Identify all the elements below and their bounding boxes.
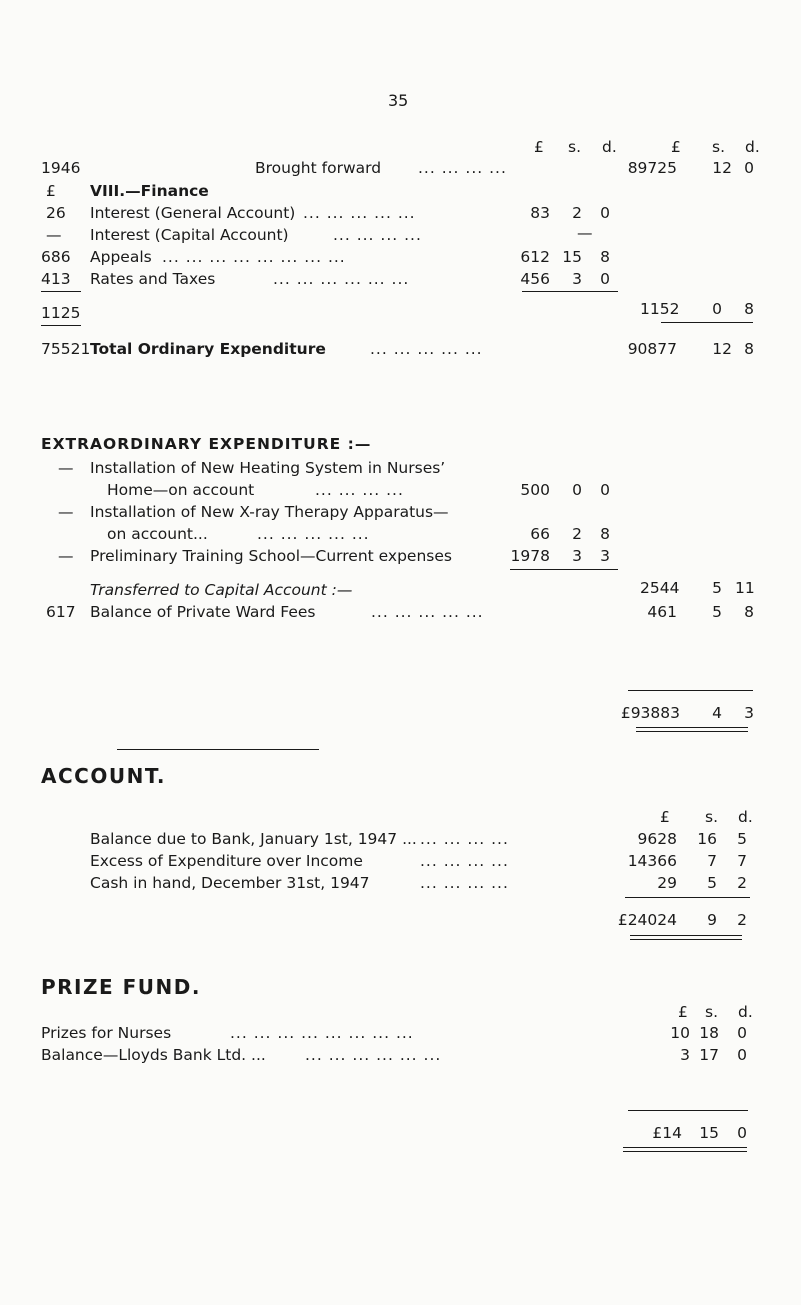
double-rule — [630, 935, 742, 940]
rule — [661, 322, 753, 323]
private-ward-dots: ... ... ... ... ... — [371, 603, 484, 621]
rule — [41, 325, 81, 326]
page-number: 35 — [388, 91, 409, 110]
item-pounds: 500 — [520, 481, 550, 499]
account-row-shillings: 7 — [707, 852, 717, 870]
finance-total-pence: 8 — [744, 300, 754, 318]
item-dots: ... ... ... ... — [315, 481, 404, 499]
rule — [41, 291, 81, 292]
brought-forward-shillings: 12 — [712, 159, 732, 177]
prior-total: 75521 — [41, 340, 91, 358]
total-ordinary-pounds: 90877 — [627, 340, 677, 358]
item-dash: — — [58, 459, 74, 477]
rule — [510, 569, 618, 570]
section-title: VIII.—Finance — [90, 182, 209, 200]
prize-total-pounds: £14 — [652, 1124, 682, 1142]
row-pence: 0 — [600, 270, 610, 288]
account-row-pence: 7 — [737, 852, 747, 870]
pounds-header: £ — [660, 808, 670, 826]
shillings-header: s. — [705, 1003, 719, 1021]
prize-row-shillings: 18 — [699, 1024, 719, 1042]
item-line1: Installation of New X-ray Therapy Apparatus— — [90, 503, 449, 521]
row-pounds: 612 — [520, 248, 550, 266]
account-total-pounds: £24024 — [617, 911, 677, 929]
account-row-pence: 2 — [737, 874, 747, 892]
extraordinary-subtotal-pounds: 2544 — [640, 579, 680, 597]
item-pence: 0 — [600, 481, 610, 499]
grand-total-pence: 3 — [744, 704, 754, 722]
prize-row-pence: 0 — [737, 1024, 747, 1042]
shillings-header: s. — [712, 138, 726, 156]
item-dash: — — [58, 503, 74, 521]
total-ordinary-label: Total Ordinary Expenditure — [90, 340, 326, 358]
sub-pence-header: d. — [602, 138, 617, 156]
row-pence: 8 — [600, 248, 610, 266]
extraordinary-heading: EXTRAORDINARY EXPENDITURE :— — [41, 435, 372, 453]
finance-total-shillings: 0 — [712, 300, 722, 318]
total-ordinary-pence: 8 — [744, 340, 754, 358]
account-heading: ACCOUNT. — [41, 764, 167, 788]
item-shillings: 3 — [572, 547, 582, 565]
row-dots: ... ... ... ... ... — [303, 204, 416, 222]
row-label: Interest (Capital Account) — [90, 226, 289, 244]
prize-total-shillings: 15 — [699, 1124, 719, 1142]
rule — [628, 690, 753, 691]
account-row-pounds: 29 — [657, 874, 677, 892]
prize-row-shillings: 17 — [699, 1046, 719, 1064]
transferred-label: Transferred to Capital Account :— — [90, 581, 353, 599]
account-row-dots: ... ... ... ... — [420, 874, 509, 892]
double-rule — [623, 1147, 747, 1152]
row-shillings: 2 — [572, 204, 582, 222]
sub-shillings-header: s. — [568, 138, 582, 156]
row-dash: — — [577, 224, 593, 242]
pounds-header: £ — [671, 138, 681, 156]
grand-total-shillings: 4 — [712, 704, 722, 722]
private-ward-pounds: 461 — [647, 603, 677, 621]
pence-header: d. — [738, 1003, 753, 1021]
rule — [628, 1110, 748, 1111]
account-total-pence: 2 — [737, 911, 747, 929]
shillings-header: s. — [705, 808, 719, 826]
private-ward-label: Balance of Private Ward Fees — [90, 603, 316, 621]
prize-fund-heading: PRIZE FUND. — [41, 975, 201, 999]
private-ward-pence: 8 — [744, 603, 754, 621]
row-label: Interest (General Account) — [90, 204, 296, 222]
prior-value: 686 — [41, 248, 71, 266]
item-dots: ... ... ... ... ... — [257, 525, 370, 543]
total-ordinary-dots: ... ... ... ... ... — [370, 340, 483, 358]
account-total-shillings: 9 — [707, 911, 717, 929]
rule — [117, 749, 319, 750]
prize-row-label: Prizes for Nurses — [41, 1024, 172, 1042]
row-label: Rates and Taxes — [90, 270, 216, 288]
item-dash: — — [58, 547, 74, 565]
account-row-shillings: 16 — [697, 830, 717, 848]
row-label: Appeals — [90, 248, 152, 266]
row-pounds: 83 — [530, 204, 550, 222]
row-dots: ... ... ... ... ... ... — [273, 270, 410, 288]
row-dots: ... ... ... ... ... ... ... ... — [162, 248, 346, 266]
brought-forward-pounds: 89725 — [627, 159, 677, 177]
year-currency: £ — [46, 182, 56, 200]
item-line2: Home—on account — [107, 481, 255, 499]
account-row-pounds: 9628 — [637, 830, 677, 848]
account-row-dots: ... ... ... ... — [420, 830, 509, 848]
account-row-shillings: 5 — [707, 874, 717, 892]
item-pounds: 1978 — [510, 547, 550, 565]
brought-forward-label: Brought forward — [255, 159, 382, 177]
total-ordinary-shillings: 12 — [712, 340, 732, 358]
item-shillings: 2 — [572, 525, 582, 543]
prize-row-pounds: 3 — [680, 1046, 690, 1064]
item-line1: Preliminary Training School—Current expenses — [90, 547, 452, 565]
year-label: 1946 — [41, 159, 81, 177]
row-dots: ... ... ... ... — [333, 226, 422, 244]
account-row-label: Cash in hand, December 31st, 1947 — [90, 874, 370, 892]
account-row-label: Excess of Expenditure over Income — [90, 852, 363, 870]
prior-value: 617 — [46, 603, 76, 621]
pence-header: d. — [745, 138, 760, 156]
sub-pounds-header: £ — [534, 138, 544, 156]
prize-row-pence: 0 — [737, 1046, 747, 1064]
account-row-pence: 5 — [737, 830, 747, 848]
grand-total-pounds: £93883 — [620, 704, 680, 722]
item-line1: Installation of New Heating System in Nurses’ — [90, 459, 446, 477]
prior-value: — — [46, 226, 62, 244]
account-row-label: Balance due to Bank, January 1st, 1947 ... — [90, 830, 417, 848]
item-pounds: 66 — [530, 525, 550, 543]
account-row-pounds: 14366 — [627, 852, 677, 870]
pounds-header: £ — [678, 1003, 688, 1021]
pence-header: d. — [738, 808, 753, 826]
item-pence: 3 — [600, 547, 610, 565]
row-pounds: 456 — [520, 270, 550, 288]
finance-total-pounds: 1152 — [640, 300, 680, 318]
prior-value: 413 — [41, 270, 71, 288]
private-ward-shillings: 5 — [712, 603, 722, 621]
item-line2: on account... — [107, 525, 208, 543]
extraordinary-subtotal-pence: 11 — [735, 579, 755, 597]
prize-row-dots: ... ... ... ... ... ... ... ... — [230, 1024, 414, 1042]
double-rule — [636, 727, 748, 732]
rule — [522, 291, 618, 292]
prize-total-pence: 0 — [737, 1124, 747, 1142]
brought-forward-dots: ... ... ... ... — [418, 159, 507, 177]
prior-subtotal: 1125 — [41, 304, 81, 322]
extraordinary-subtotal-shillings: 5 — [712, 579, 722, 597]
brought-forward-pence: 0 — [744, 159, 754, 177]
rule — [625, 897, 750, 898]
item-shillings: 0 — [572, 481, 582, 499]
item-pence: 8 — [600, 525, 610, 543]
prize-row-label: Balance—Lloyds Bank Ltd. ... — [41, 1046, 266, 1064]
prior-value: 26 — [46, 204, 66, 222]
row-shillings: 15 — [562, 248, 582, 266]
prize-row-dots: ... ... ... ... ... ... — [305, 1046, 442, 1064]
row-pence: 0 — [600, 204, 610, 222]
account-row-dots: ... ... ... ... — [420, 852, 509, 870]
prize-row-pounds: 10 — [670, 1024, 690, 1042]
row-shillings: 3 — [572, 270, 582, 288]
